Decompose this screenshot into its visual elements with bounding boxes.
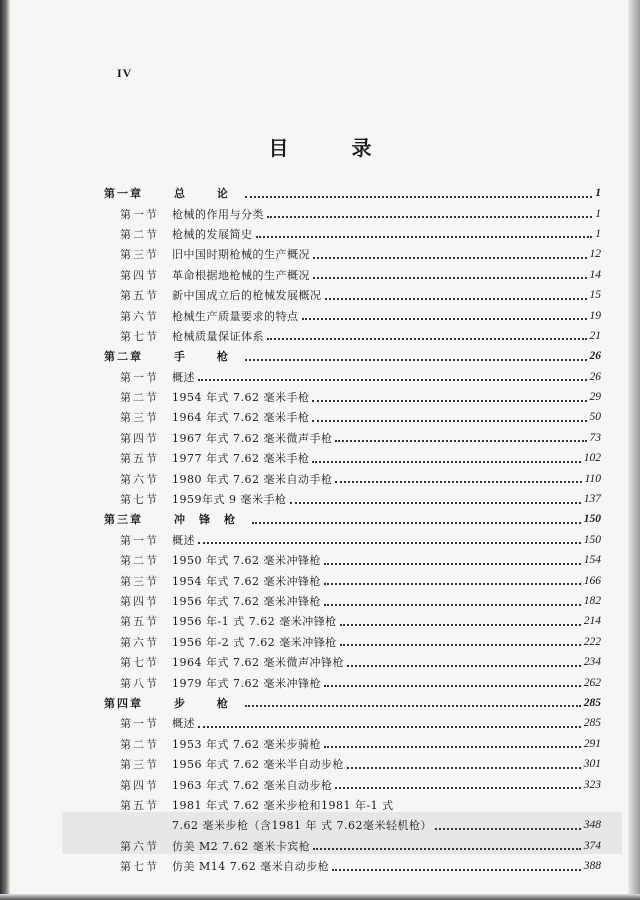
toc-section-row[interactable] [104,285,601,305]
dot-leader [290,501,581,504]
section-title: 枪械的作用与分类 [172,207,264,221]
section-title: 革命根据地枪械的生产概况 [172,268,310,282]
section-number: 第五节 [120,452,159,466]
toc-section-row[interactable] [104,550,601,570]
dot-leader [313,276,587,279]
section-title: 1981 年式 7.62 毫米步枪和1981 年-1 式 [172,798,394,812]
toc-section-row[interactable] [104,224,601,244]
section-title: 1964 年式 7.62 毫米手枪 [172,411,310,425]
toc-page-number: 262 [583,676,601,689]
section-number: 第一节 [120,370,159,384]
toc-page-number: 154 [583,554,601,567]
dot-leader [245,358,587,361]
dot-leader [198,725,581,728]
dot-leader [335,786,580,789]
chapter-title: 总 论 [174,187,242,201]
toc-page-number: 21 [589,329,601,342]
toc-page-number: 1 [595,207,601,220]
toc-section-row[interactable] [104,836,601,856]
toc-section-row[interactable] [104,448,601,468]
toc-section-row[interactable] [104,203,601,223]
toc-page-number: 301 [583,758,601,771]
section-number: 第一节 [120,533,159,547]
section-number: 第七节 [120,329,159,343]
toc-section-row[interactable] [104,774,601,794]
dot-leader [324,745,581,748]
dot-leader [252,521,581,524]
chapter-title: 手 枪 [174,350,242,364]
toc-page-number: 12 [589,248,601,261]
toc-page-number: 150 [583,513,601,526]
dot-leader [340,623,581,626]
toc-section-row[interactable] [104,367,601,387]
toc-page-number: 234 [583,656,601,669]
toc-section-row[interactable] [104,815,601,835]
dot-leader [335,480,581,483]
toc-page-number: 291 [583,737,601,750]
section-title: 1963 年式 7.62 毫米自动步枪 [172,778,333,792]
section-number: 第二节 [120,737,159,751]
toc-section-row[interactable] [104,326,601,346]
section-number: 第二节 [120,391,159,405]
section-title: 旧中国时期枪械的生产概况 [172,248,310,262]
section-title: 枪械质量保证体系 [172,329,264,343]
section-number: 第四节 [120,595,159,608]
toc-section-row[interactable] [104,387,601,407]
section-number: 第三节 [120,248,159,262]
section-title: 1956 年式 7.62 毫米半自动步枪 [172,758,344,772]
section-number: 第七节 [120,860,159,874]
toc-page-number: 26 [589,370,601,383]
toc-page-number: 26 [589,350,601,363]
toc-section-row[interactable] [104,570,601,590]
toc-page-number: 102 [583,452,601,465]
section-title: 新中国成立后的枪械发展概况 [172,289,322,303]
section-number: 第二节 [120,227,159,241]
dot-leader [435,827,581,830]
section-title: 1956 年式 7.62 毫米冲锋枪 [172,595,321,608]
dot-leader [335,439,586,442]
toc-chapter-row[interactable] [104,693,601,713]
toc-section-row[interactable] [104,591,601,611]
section-title: 枪械的发展简史 [172,227,253,241]
toc-section-row[interactable] [104,713,601,733]
toc-page-number: 285 [583,696,601,709]
section-number: 第四节 [120,431,159,445]
toc-page-number: 374 [583,839,601,852]
section-title: 仿美 M14 7.62 毫米自动步枪 [172,860,330,874]
section-number: 第五节 [120,289,159,303]
section-title: 仿美 M2 7.62 毫米卡宾枪 [172,839,311,853]
toc-page-number: 15 [589,289,601,302]
toc-page-number: 1 [595,227,601,240]
dot-leader [245,704,581,707]
dot-leader [302,317,587,320]
section-number: 第一节 [120,207,159,221]
dot-leader [313,847,581,850]
dot-leader [198,541,581,544]
toc-section-row[interactable] [104,407,601,427]
section-title: 1956 年-2 式 7.62 毫米冲锋枪 [172,635,337,649]
toc-section-row[interactable] [104,632,601,652]
section-number: 第五节 [120,615,159,629]
dot-leader [198,378,587,381]
toc-section-row[interactable] [104,856,601,876]
toc-page-number: 323 [583,778,601,791]
toc-page-number: 222 [583,635,601,648]
section-title: 1959年式 9 毫米手枪 [172,493,287,507]
dot-leader [313,256,587,259]
section-number: 第六节 [120,635,159,649]
toc-section-row[interactable] [104,468,601,488]
section-title: 1954 年式 7.62 毫米冲锋枪 [172,574,321,588]
chapter-number: 第四章 [104,696,143,710]
dot-leader [324,684,581,687]
toc-section-row[interactable] [104,489,601,509]
toc-page-number: 150 [583,533,601,546]
section-title: 1979 年式 7.62 毫米冲锋枪 [172,676,321,690]
dot-leader [340,643,581,646]
section-number: 第三节 [120,758,159,772]
toc-page-number: 110 [584,472,601,485]
dot-leader [347,664,581,667]
dot-leader [324,582,581,585]
toc-section-row[interactable] [104,305,601,325]
chapter-title: 步 枪 [174,696,242,710]
toc-section-row[interactable] [104,734,601,754]
toc-section-row[interactable] [104,672,601,692]
toc-section-row[interactable] [104,611,601,631]
toc-page-number: 182 [583,595,601,607]
toc-page-number: 73 [589,431,601,444]
toc-chapter-row[interactable] [104,509,601,529]
section-number: 第八节 [120,676,159,690]
section-number: 第四节 [120,778,159,792]
dot-leader [347,766,581,769]
toc-section-row[interactable] [104,652,601,672]
dot-leader [324,603,581,606]
section-number: 第三节 [120,411,159,425]
toc-section-row[interactable] [104,265,601,285]
section-number: 第五节 [120,798,159,812]
dot-leader [332,868,581,871]
page-number-roman: IV [117,66,133,80]
toc-page-number: 388 [583,860,601,873]
chapter-number: 第二章 [104,350,143,364]
dot-leader [312,399,586,402]
section-number: 第六节 [120,839,159,853]
section-title: 1980 年式 7.62 毫米自动手枪 [172,472,333,486]
section-title: 1977 年式 7.62 毫米手枪 [172,452,310,466]
toc-section-row[interactable] [104,530,601,550]
section-title: 1956 年-1 式 7.62 毫米冲锋枪 [172,615,337,629]
dot-leader [312,419,586,422]
section-number: 第三节 [120,574,159,588]
toc-page-number: 19 [589,309,601,322]
chapter-number: 第一章 [104,187,143,201]
section-number: 第六节 [120,309,159,323]
section-title: 1950 年式 7.62 毫米冲锋枪 [172,554,321,568]
section-number: 第七节 [120,656,159,670]
dot-leader [312,460,580,463]
section-number: 第一节 [120,717,159,731]
toc-chapter-row[interactable] [104,346,601,366]
section-title: 概述 [172,533,195,547]
dot-leader [267,337,587,340]
dot-leader [256,235,593,238]
page-title: 目 录 [268,136,400,160]
scan-edge-bottom [0,894,640,900]
toc-page-number: 214 [583,615,601,628]
dot-leader [325,297,587,300]
toc-page-number: 1 [595,187,601,200]
toc-page-number: 14 [589,268,601,281]
section-number: 第四节 [120,268,159,282]
section-title: 7.62 毫米步枪（含1981 年 式 7.62毫米轻机枪） [172,819,432,833]
toc-chapter-row[interactable] [104,183,601,203]
section-title: 1953 年式 7.62 毫米步骑枪 [172,737,321,751]
dot-leader [267,215,592,218]
chapter-title: 冲锋枪 [174,513,249,527]
toc-section-row[interactable] [104,244,601,264]
toc-page-number: 166 [583,574,601,587]
section-title: 概述 [172,370,195,384]
dot-leader [245,195,592,198]
toc-page-number: 285 [583,717,601,730]
section-number: 第六节 [120,472,159,486]
section-title: 枪械生产质量要求的特点 [172,309,299,323]
dot-leader [324,562,581,565]
toc-section-row[interactable] [104,795,601,815]
toc-page-number: 348 [583,819,601,832]
toc-page-number: 137 [583,493,601,506]
toc-section-row[interactable] [104,428,601,448]
toc-page-number: 29 [589,391,601,404]
toc-page-number: 50 [589,411,601,424]
chapter-number: 第三章 [104,513,143,527]
section-title: 1967 年式 7.62 毫米微声手枪 [172,431,333,445]
section-title: 概述 [172,717,195,731]
section-title: 1964 年式 7.62 毫米微声冲锋枪 [172,656,344,670]
toc-section-row[interactable] [104,754,601,774]
section-number: 第二节 [120,554,159,568]
table-of-contents [104,183,601,876]
section-number: 第七节 [120,493,159,507]
section-title: 1954 年式 7.62 毫米手枪 [172,391,310,405]
